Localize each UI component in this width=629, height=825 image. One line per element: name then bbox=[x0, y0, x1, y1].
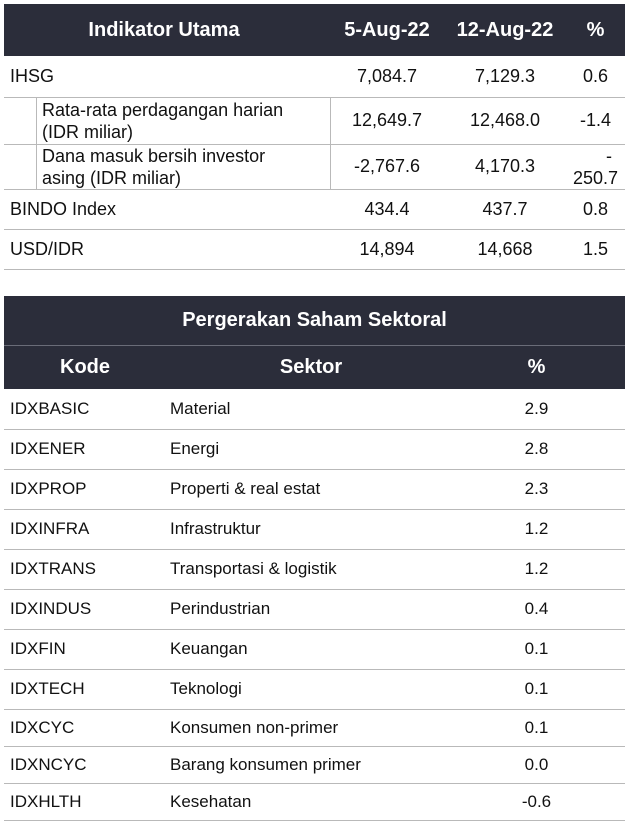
indicator-value-5aug: 7,084.7 bbox=[356, 66, 418, 86]
indicator-row-ihsg bbox=[4, 56, 625, 98]
indicators-header-label: Indikator Utama bbox=[88, 18, 240, 41]
sector-pct: 0.4 bbox=[524, 599, 549, 618]
indicator-row-avg-trading bbox=[4, 97, 625, 145]
sector-name: Properti & real estat bbox=[170, 479, 321, 498]
sector-name: Kesehatan bbox=[170, 791, 252, 811]
indicator-value-5aug: 14,894 bbox=[359, 238, 415, 259]
indicator-label: IHSG bbox=[10, 66, 55, 86]
sector-code: IDXENER bbox=[10, 439, 86, 458]
indicator-value-pct bbox=[566, 144, 625, 189]
sector-pct: 0.1 bbox=[524, 717, 549, 737]
indicators-header-col3: % bbox=[586, 18, 605, 41]
indicator-value-pct-line2: 250.7 bbox=[572, 167, 619, 188]
sector-name: Infrastruktur bbox=[170, 519, 261, 538]
sector-pct: 0.1 bbox=[524, 639, 549, 658]
sector-name: Material bbox=[170, 399, 231, 418]
indicator-value-12aug: 437.7 bbox=[482, 198, 528, 219]
cell-separator bbox=[330, 97, 331, 189]
indicator-value-12aug: 14,668 bbox=[477, 238, 533, 259]
sector-code: IDXINDUS bbox=[10, 599, 92, 618]
indicator-label: USD/IDR bbox=[10, 238, 85, 259]
sector-code: IDXTRANS bbox=[10, 559, 96, 578]
indicator-value-pct: 0.6 bbox=[582, 66, 609, 86]
table-row bbox=[4, 549, 625, 590]
table-row bbox=[4, 709, 625, 747]
sector-name: Konsumen non-primer bbox=[170, 717, 339, 737]
indicator-label-line1: Dana masuk bersih investor bbox=[42, 145, 266, 166]
table-row bbox=[4, 783, 625, 821]
indicator-label: BINDO Index bbox=[10, 198, 117, 219]
indicator-label bbox=[42, 97, 283, 144]
sector-code: IDXCYC bbox=[10, 717, 75, 737]
table-row bbox=[4, 589, 625, 630]
sector-code: IDXINFRA bbox=[10, 519, 90, 538]
sector-pct: 2.3 bbox=[524, 479, 549, 498]
sector-name: Teknologi bbox=[170, 679, 242, 698]
sector-code: IDXBASIC bbox=[10, 399, 90, 418]
sectoral-title-bar bbox=[4, 296, 625, 346]
indicators-header bbox=[4, 4, 625, 56]
sector-code: IDXFIN bbox=[10, 639, 66, 658]
sector-pct: 0.1 bbox=[524, 679, 549, 698]
indicator-row-foreign-inflow bbox=[4, 144, 625, 190]
table-row bbox=[4, 389, 625, 430]
sectoral-header-pct: % bbox=[527, 356, 546, 378]
indicators-header-col2: 12-Aug-22 bbox=[456, 18, 554, 41]
indicator-label-line1: Rata-rata perdagangan harian bbox=[42, 99, 284, 120]
table-row bbox=[4, 469, 625, 510]
indicator-value-12aug: 12,468.0 bbox=[469, 110, 541, 130]
cell-separator bbox=[36, 97, 37, 189]
sector-name: Keuangan bbox=[170, 639, 248, 658]
indicator-value-5aug: 12,649.7 bbox=[351, 110, 423, 130]
sector-code: IDXHLTH bbox=[10, 791, 82, 811]
indicator-value-5aug: -2,767.6 bbox=[353, 156, 421, 176]
sectoral-header-sektor: Sektor bbox=[279, 356, 343, 378]
indicator-value-pct: -1.4 bbox=[579, 110, 612, 130]
sectoral-header bbox=[4, 346, 625, 389]
indicator-value-pct-line1: - bbox=[606, 145, 613, 166]
sector-name: Barang konsumen primer bbox=[170, 754, 361, 774]
table-row bbox=[4, 429, 625, 470]
table-row bbox=[4, 669, 625, 710]
sector-pct: 1.2 bbox=[524, 519, 549, 538]
indicator-value-pct: 1.5 bbox=[582, 238, 609, 259]
sector-pct: 2.8 bbox=[524, 439, 549, 458]
sector-name: Perindustrian bbox=[170, 599, 271, 618]
sector-pct: 2.9 bbox=[524, 399, 549, 418]
sector-name: Transportasi & logistik bbox=[170, 559, 337, 578]
table-row bbox=[4, 509, 625, 550]
sector-pct: 1.2 bbox=[524, 559, 549, 578]
sector-code: IDXTECH bbox=[10, 679, 85, 698]
indicator-value-pct: 0.8 bbox=[582, 198, 609, 219]
indicator-row-bindo bbox=[4, 189, 625, 230]
sector-pct: -0.6 bbox=[521, 791, 552, 811]
sector-code: IDXPROP bbox=[10, 479, 87, 498]
indicator-value-12aug: 4,170.3 bbox=[474, 156, 536, 176]
indicator-label bbox=[42, 144, 265, 189]
indicator-value-12aug: 7,129.3 bbox=[474, 66, 536, 86]
indicator-label-line2: asing (IDR miliar) bbox=[42, 167, 182, 188]
sector-code: IDXNCYC bbox=[10, 754, 87, 774]
indicators-header-col1: 5-Aug-22 bbox=[344, 18, 430, 41]
indicator-value-5aug: 434.4 bbox=[364, 198, 410, 219]
table-row bbox=[4, 629, 625, 670]
indicator-row-usdidr bbox=[4, 229, 625, 270]
sector-name: Energi bbox=[170, 439, 220, 458]
sectoral-header-kode: Kode bbox=[60, 356, 110, 378]
indicator-label-line2: (IDR miliar) bbox=[42, 121, 133, 142]
table-row bbox=[4, 746, 625, 784]
sector-pct: 0.0 bbox=[524, 754, 549, 774]
sectoral-title: Pergerakan Saham Sektoral bbox=[182, 309, 447, 331]
